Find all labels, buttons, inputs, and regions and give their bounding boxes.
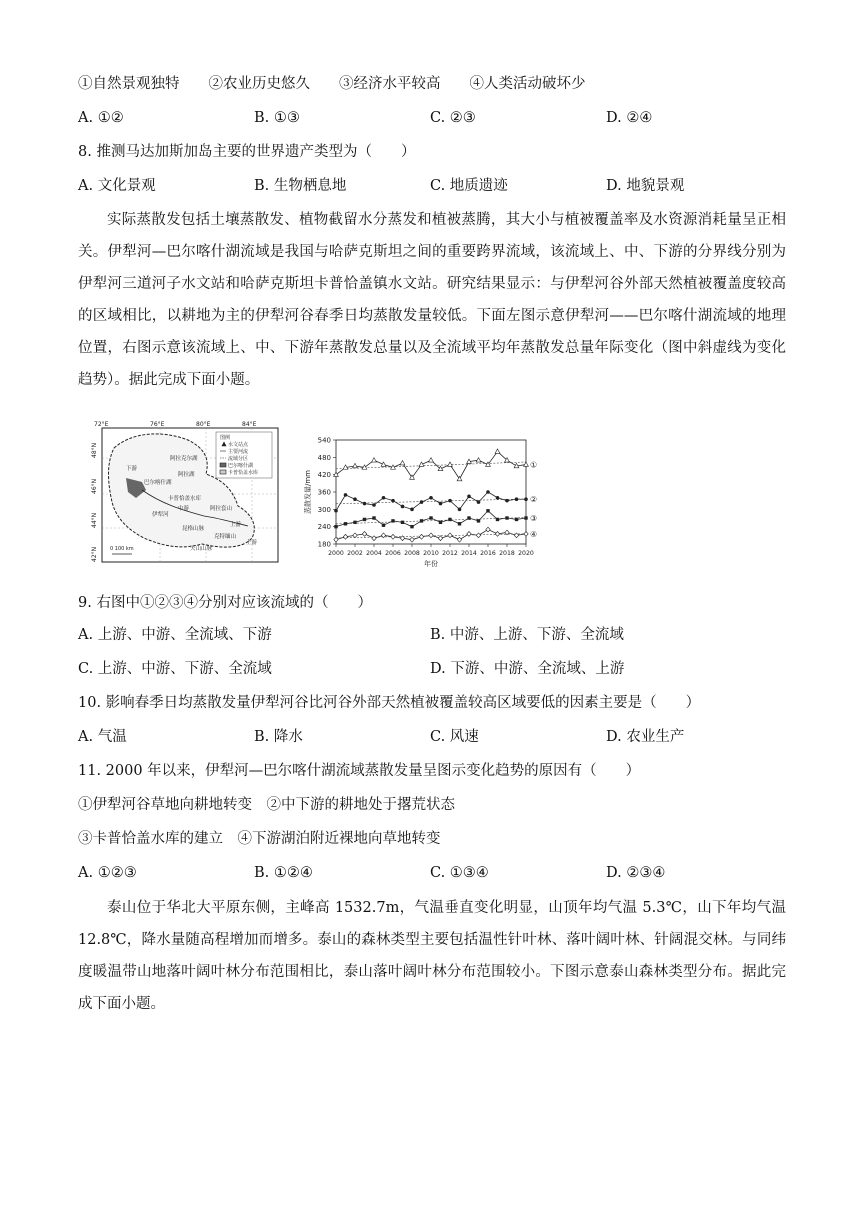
place-label: 巴尔喀什湖: [144, 480, 172, 486]
place-label: 卡普恰盖水库: [168, 496, 202, 502]
data-point: [401, 521, 404, 524]
x-tick-label: 2016: [480, 550, 496, 557]
place-label: 伊犁河: [152, 512, 169, 518]
place-label: 阿拉湖: [178, 472, 195, 478]
data-point: [505, 499, 509, 503]
q10-option-b[interactable]: B. 降水: [254, 729, 303, 745]
data-point: [515, 518, 518, 521]
x-tick-label: 2018: [499, 550, 515, 557]
x-tick-label: 2004: [366, 550, 382, 557]
data-point: [486, 490, 490, 494]
data-point: [391, 534, 395, 539]
data-point: [391, 519, 394, 522]
place-label: 阿拉克尔湖: [170, 456, 198, 462]
data-point: [353, 463, 358, 467]
series-label: ③: [530, 514, 538, 523]
q8-option-c[interactable]: C. 地质遗迹: [430, 178, 508, 194]
data-point: [391, 499, 395, 503]
lon-label: 80°E: [196, 421, 211, 428]
place-label: 克特缅山: [214, 534, 237, 540]
x-tick-label: 2014: [461, 550, 477, 557]
data-point: [458, 508, 462, 512]
data-point: [524, 531, 528, 536]
data-point: [496, 518, 499, 521]
data-point: [439, 502, 443, 506]
data-point: [477, 500, 481, 504]
data-point: [410, 537, 414, 542]
y-tick-label: 300: [317, 505, 331, 514]
data-point: [448, 462, 453, 466]
data-point: [353, 497, 357, 501]
legend-item: 巴尔喀什湖: [228, 463, 254, 469]
data-point: [382, 524, 385, 527]
data-point: [410, 525, 413, 528]
data-point: [382, 496, 386, 500]
legend-item: 水文站点: [228, 442, 249, 448]
data-point: [438, 536, 442, 541]
q7-option-d[interactable]: D. ②④: [606, 110, 653, 126]
data-point: [353, 521, 356, 524]
data-point: [401, 505, 405, 509]
q11-option-d[interactable]: D. ②③④: [606, 865, 666, 881]
q7-option-b[interactable]: B. ①③: [254, 110, 300, 126]
y-tick-label: 360: [317, 488, 331, 497]
data-point: [343, 534, 347, 539]
q9-option-b[interactable]: B. 中游、上游、下游、全流域: [430, 627, 624, 643]
data-point: [372, 536, 376, 541]
lon-label: 72°E: [94, 421, 109, 428]
data-point: [496, 496, 500, 500]
q11-option-a[interactable]: A. ①②③: [78, 865, 137, 881]
q11-statements-2: ③卡普恰盖水库的建立 ④下游湖泊附近裸地向草地转变: [78, 831, 441, 847]
data-point: [467, 495, 471, 499]
legend-item: 流域分区: [228, 456, 249, 462]
data-point: [353, 533, 357, 538]
data-point: [467, 531, 471, 536]
legend-item: 主要河流: [228, 449, 249, 455]
y-tick-label: 420: [317, 471, 331, 480]
evapotranspiration-chart: [300, 432, 552, 572]
data-point: [372, 503, 376, 507]
data-point: [524, 497, 528, 501]
q11-statements-1: ①伊犁河谷草地向耕地转变 ②中下游的耕地处于撂荒状态: [78, 797, 455, 813]
data-point: [476, 458, 481, 462]
series-label: ①: [530, 460, 538, 470]
q11-option-b[interactable]: B. ①②④: [254, 865, 313, 881]
data-point: [334, 509, 338, 513]
data-point: [515, 497, 519, 501]
data-point: [363, 518, 366, 521]
data-point: [524, 462, 529, 466]
data-point: [467, 516, 470, 519]
legend-title: 图例: [220, 435, 231, 441]
x-tick-label: 2002: [347, 550, 363, 557]
x-tick-label: 2010: [423, 550, 439, 557]
q9-stem: 9. 右图中①②③④分别对应该流域的（ ）: [78, 595, 372, 611]
q10-option-d[interactable]: D. 农业生产: [606, 729, 685, 745]
data-point: [420, 500, 424, 504]
q9-option-c[interactable]: C. 上游、中游、下游、全流域: [78, 661, 272, 677]
data-point: [429, 458, 434, 462]
data-point: [372, 516, 375, 519]
lat-label: 44°N: [91, 512, 98, 528]
lon-label: 76°E: [150, 421, 165, 428]
passage-evapotranspiration: 实际蒸散发包括土壤蒸散发、植物截留水分蒸发和植被蒸腾，其大小与植被覆盖率及水资源消耗量呈正相关。伊犁河—巴尔喀什湖流域是我国与哈萨克斯坦之间的重要跨界流域，该流域上、中、下游的分界线分别为伊犁河三道河子水文站和哈萨克斯坦卡普恰盖镇水文站。研究结果显示：与伊犁河谷外部天然植被覆盖度较高的区域相比，以耕地为主的伊犁河谷春季日均蒸散发量较低。下面左图示意伊犁河——巴尔喀什湖流域的地理位置，右图示意该流域上、中、下游年蒸散发总量以及全流域平均年蒸散发总量年际变化（图中斜虚线为变化趋势）。据此完成下面小题。: [78, 212, 786, 388]
q8-option-b[interactable]: B. 生物栖息地: [254, 178, 347, 194]
data-point: [448, 518, 451, 521]
data-point: [486, 527, 490, 532]
q10-option-c[interactable]: C. 风速: [430, 729, 479, 745]
q9-option-a[interactable]: A. 上游、中游、全流域、下游: [78, 627, 272, 643]
data-point: [457, 537, 461, 542]
y-tick-label: 480: [317, 453, 331, 462]
data-point: [448, 533, 452, 538]
x-tick-label: 2020: [518, 550, 534, 557]
data-point: [505, 516, 508, 519]
lat-label: 42°N: [91, 546, 98, 562]
y-tick-label: 240: [317, 523, 331, 532]
data-point: [363, 502, 367, 506]
series-label: ②: [530, 495, 538, 505]
q8-option-d[interactable]: D. 地貌景观: [606, 178, 685, 194]
scale-bar: 0 100 km: [110, 546, 134, 552]
q11-option-c[interactable]: C. ①③④: [430, 865, 489, 881]
series-label: ④: [530, 529, 538, 539]
data-point: [372, 458, 377, 462]
data-point: [495, 449, 500, 453]
place-label: 上游: [246, 540, 258, 546]
place-label: 中游: [178, 506, 190, 512]
x-tick-label: 2012: [442, 550, 458, 557]
y-axis-label: 蒸散发量/mm: [304, 470, 312, 514]
x-axis-label: 年份: [424, 560, 438, 568]
basin-map: [92, 418, 284, 568]
data-point: [439, 521, 442, 524]
data-point: [344, 493, 348, 497]
x-tick-label: 2000: [328, 550, 344, 557]
data-point: [334, 472, 339, 476]
place-label: 昆格山脉: [182, 526, 205, 532]
data-point: [486, 509, 489, 512]
data-point: [429, 533, 433, 538]
q8-option-a[interactable]: A. 文化景观: [78, 178, 156, 194]
place-label: 下游: [126, 466, 138, 472]
data-point: [400, 461, 405, 465]
data-point: [334, 525, 337, 528]
legend-item: 卡普恰盖水库: [228, 470, 259, 476]
x-tick-label: 2006: [385, 550, 401, 557]
data-point: [448, 499, 452, 503]
y-tick-label: 180: [317, 540, 331, 549]
q10-option-a[interactable]: A. 气温: [78, 729, 127, 745]
data-point: [476, 533, 480, 538]
data-point: [524, 516, 527, 519]
q9-option-d[interactable]: D. 下游、中游、全流域、上游: [430, 661, 625, 677]
passage-taishan: 泰山位于华北大平原东侧，主峰高 1532.7m，气温垂直变化明显，山顶年均气温 5.3℃，山下年均气温 12.8℃，降水量随高程增加而增多。泰山的森林类型主要包括温性针叶林、落叶阔叶林、针阔混交林。与同纬度暖温带山地落叶阔叶林分布范围相比，泰山落叶阔叶林分布范围较小。下图示意泰山森林类型分布。据此完成下面小题。: [78, 900, 786, 1012]
data-point: [419, 534, 423, 539]
lat-label: 46°N: [91, 478, 98, 494]
q7-option-c[interactable]: C. ②③: [430, 110, 476, 126]
place-label: 上游: [230, 522, 242, 528]
data-point: [429, 496, 433, 500]
data-point: [362, 531, 366, 536]
y-tick-label: 540: [317, 436, 331, 445]
data-point: [344, 522, 347, 525]
data-point: [410, 508, 414, 512]
q8-stem: 8. 推测马达加斯加岛主要的世界遗产类型为（ ）: [78, 144, 416, 160]
data-point: [458, 522, 461, 525]
data-point: [514, 533, 518, 538]
q11-stem: 11. 2000 年以来，伊犁河—巴尔喀什湖流域蒸散发量呈图示变化趋势的原因有（ ）: [78, 763, 641, 779]
place-label: 阿拉套山: [210, 506, 233, 512]
plot-frame: [336, 440, 526, 544]
q7-statements: ①自然景观独特 ②农业历史悠久 ③经济水平较高 ④人类活动破坏少: [78, 76, 586, 92]
data-point: [495, 531, 499, 536]
x-tick-label: 2008: [404, 550, 420, 557]
data-point: [420, 519, 423, 522]
data-point: [429, 516, 432, 519]
q7-option-a[interactable]: A. ①②: [78, 110, 124, 126]
data-point: [477, 519, 480, 522]
lon-label: 84°E: [242, 421, 257, 428]
lat-label: 48°N: [91, 442, 98, 458]
q10-stem: 10. 影响春季日均蒸散发量伊犁河谷比河谷外部天然植被覆盖较高区域要低的因素主要是（ ）: [78, 695, 701, 711]
place-label: 天山山脉: [190, 546, 213, 552]
